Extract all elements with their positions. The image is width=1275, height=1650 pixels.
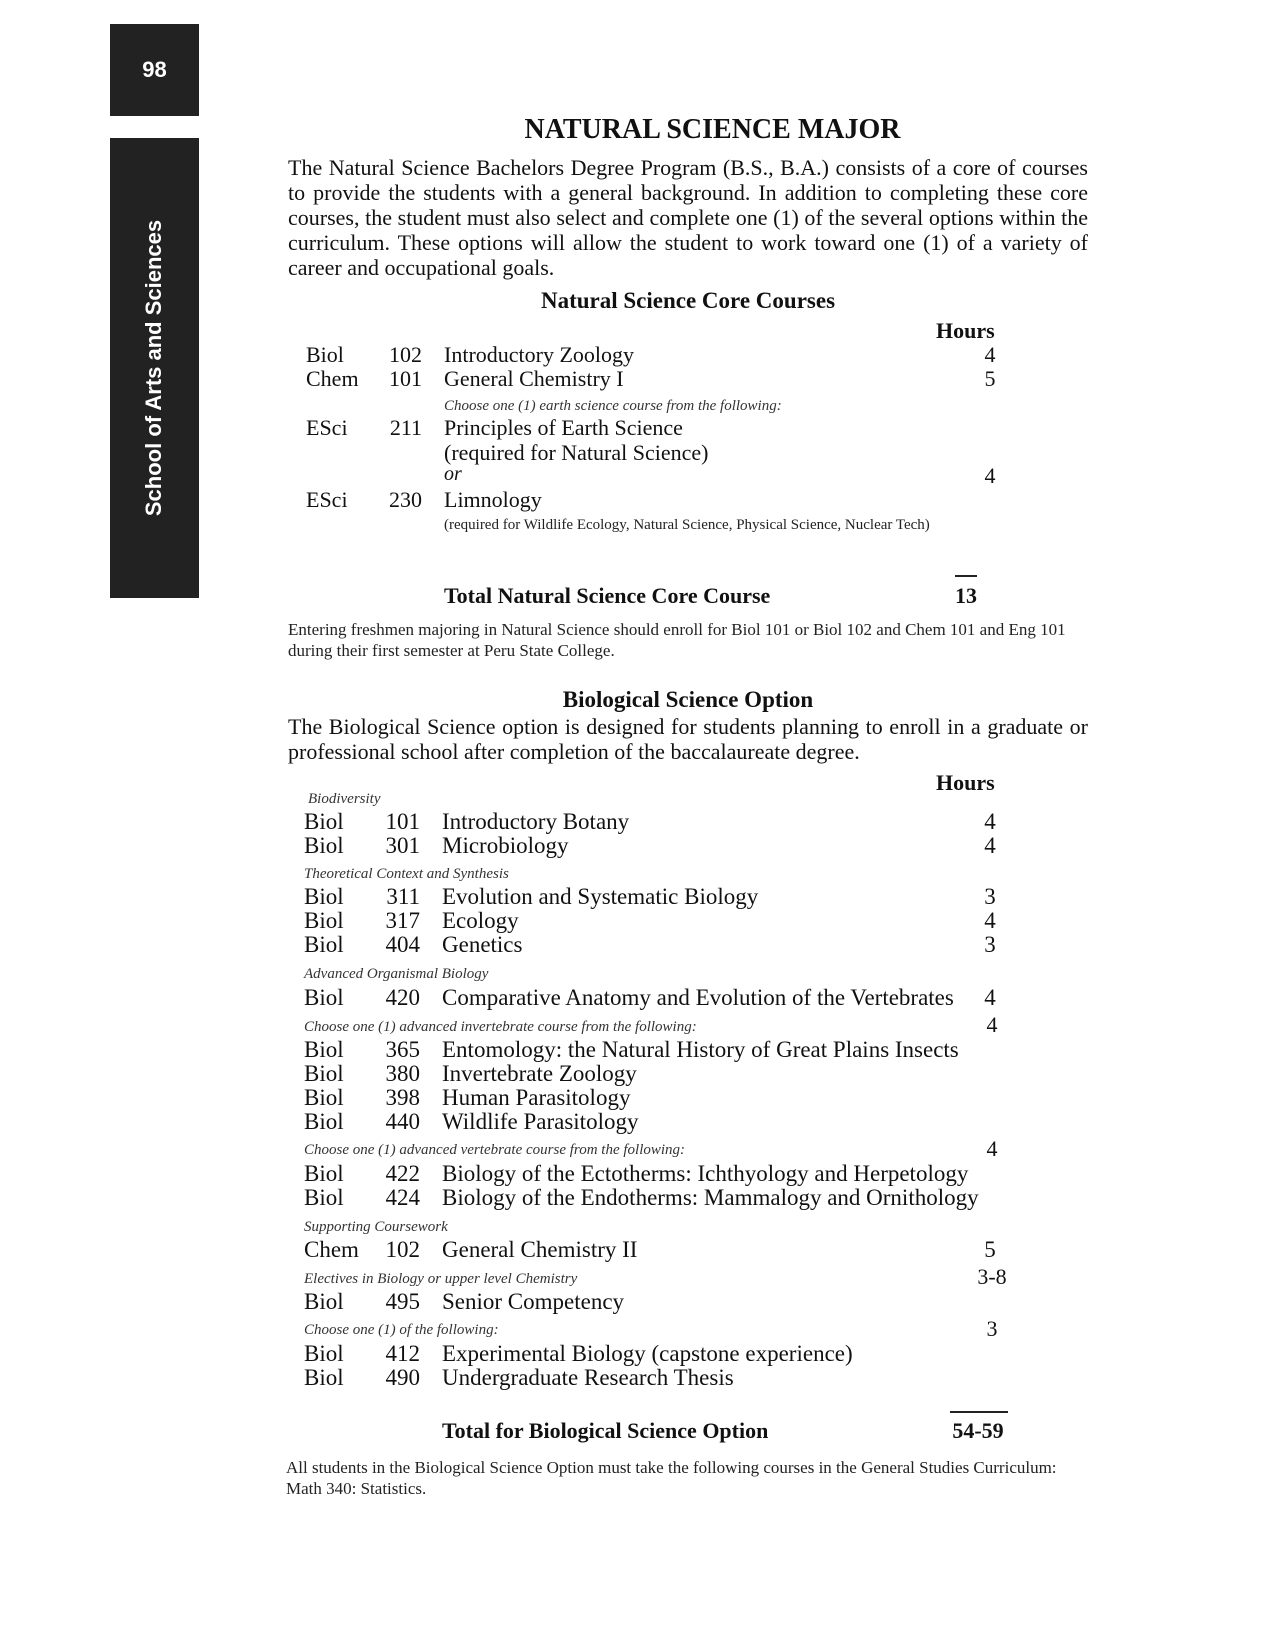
course-number: 424 — [385, 1185, 420, 1210]
course-hours: 5 — [984, 1237, 996, 1262]
table-row — [0, 1185, 1275, 1211]
course-dept: Biol — [304, 833, 344, 858]
course-title: Ecology — [442, 908, 519, 933]
choose-earth-science-note: Choose one (1) earth science course from the following: — [444, 398, 782, 414]
core-footnote: Entering freshmen majoring in Natural Science should enroll for Biol 101 or Biol 102 and Chem 101 and Eng 101 during their first semester at Peru State College. — [288, 620, 1066, 660]
table-row — [0, 1289, 1275, 1315]
course-dept: ESci — [306, 415, 348, 440]
course-title: Entomology: the Natural History of Great Plains Insects — [442, 1037, 959, 1062]
course-number: 211 — [389, 415, 422, 440]
side-tab-label: School of Arts and Sciences — [141, 219, 166, 517]
course-title: Comparative Anatomy and Evolution of the Vertebrates — [442, 985, 954, 1010]
course-title: Biology of the Endotherms: Mammalogy and Ornithology — [442, 1185, 979, 1210]
table-row — [0, 985, 1275, 1011]
course-number: 101 — [385, 809, 420, 834]
group-hours: 3-8 — [977, 1264, 1007, 1289]
course-number: 420 — [385, 985, 420, 1010]
page-number: 98 — [110, 24, 199, 116]
table-row — [0, 908, 1275, 934]
table-row — [0, 932, 1275, 958]
page-title: NATURAL SCIENCE MAJOR — [524, 114, 901, 145]
bio-intro-paragraph: The Biological Science option is designed for students planning to enroll in a graduate or professional school after completion of the baccalaureate degree. — [288, 714, 1088, 764]
course-number: 101 — [389, 366, 422, 391]
course-hours: 4 — [984, 342, 996, 367]
group-hours: 4 — [986, 1012, 998, 1037]
table-row — [0, 1061, 1275, 1087]
table-row — [0, 1037, 1275, 1063]
course-dept: Biol — [304, 1037, 344, 1062]
course-number: 102 — [389, 342, 422, 367]
course-number: 495 — [385, 1289, 420, 1314]
course-number: 380 — [385, 1061, 420, 1086]
group-label-choose-one: Choose one (1) of the following: — [304, 1322, 499, 1338]
group-hours: 4 — [986, 1136, 998, 1161]
group-hours: 3 — [986, 1316, 998, 1341]
course-number: 412 — [385, 1341, 420, 1366]
intro-paragraph: The Natural Science Bachelors Degree Program (B.S., B.A.) consists of a core of courses to provide the students with a general background. In addition to completing these core courses, the student must also select and complete one (1) of the several options within the curriculum. These options will allow the student to work toward one (1) of a variety of career and occupational goals. — [288, 155, 1088, 280]
course-number: 230 — [389, 487, 422, 512]
table-row — [0, 1109, 1275, 1135]
table-row — [0, 884, 1275, 910]
bio-total-label: Total for Biological Science Option — [442, 1418, 769, 1443]
table-row — [0, 833, 1275, 859]
course-subtitle: (required for Natural Science) — [444, 440, 709, 465]
total-rule — [950, 1411, 1008, 1413]
bio-total-value: 54-59 — [952, 1418, 1004, 1443]
course-title: Microbiology — [442, 833, 569, 858]
course-title: Biology of the Ectotherms: Ichthyology and Herpetology — [442, 1161, 969, 1186]
course-dept: Chem — [306, 366, 359, 391]
total-rule — [955, 575, 977, 577]
course-dept: Biol — [304, 932, 344, 957]
bio-hours-header: Hours — [936, 770, 995, 795]
bio-heading: Biological Science Option — [562, 687, 814, 712]
course-dept: Chem — [304, 1237, 359, 1262]
course-hours: 4 — [984, 985, 996, 1010]
course-title: Introductory Zoology — [444, 342, 635, 367]
table-row — [0, 366, 1275, 392]
table-row — [0, 1365, 1275, 1391]
course-hours: 4 — [984, 809, 996, 834]
group-label-theoretical: Theoretical Context and Synthesis — [304, 866, 509, 882]
group-label-biodiversity: Biodiversity — [308, 791, 381, 807]
course-hours: 3 — [984, 932, 996, 957]
course-title: Wildlife Parasitology — [442, 1109, 639, 1134]
table-row — [0, 1085, 1275, 1111]
table-row — [0, 342, 1275, 368]
course-title: General Chemistry II — [442, 1237, 638, 1262]
course-title: General Chemistry I — [444, 366, 624, 391]
course-hours: 4 — [984, 463, 996, 488]
course-dept: Biol — [304, 1365, 344, 1390]
course-number: 365 — [385, 1037, 420, 1062]
course-hours: 5 — [984, 366, 996, 391]
course-number: 102 — [385, 1237, 420, 1262]
limnology-note: (required for Wildlife Ecology, Natural Science, Physical Science, Nuclear Tech) — [444, 517, 930, 533]
course-title: Human Parasitology — [442, 1085, 631, 1110]
course-dept: Biol — [304, 908, 344, 933]
course-dept: Biol — [304, 809, 344, 834]
course-number: 422 — [385, 1161, 420, 1186]
course-dept: Biol — [304, 1085, 344, 1110]
core-heading: Natural Science Core Courses — [540, 288, 836, 313]
course-number: 440 — [385, 1109, 420, 1134]
group-label-electives: Electives in Biology or upper level Chemistry — [304, 1271, 578, 1287]
course-title: Principles of Earth Science — [444, 415, 683, 440]
course-title: Evolution and Systematic Biology — [442, 884, 759, 909]
course-hours: 4 — [984, 908, 996, 933]
course-title: Senior Competency — [442, 1289, 625, 1314]
course-dept: Biol — [304, 884, 344, 909]
table-row — [0, 1341, 1275, 1367]
course-number: 317 — [385, 908, 420, 933]
table-row — [0, 463, 1275, 489]
table-row — [0, 487, 1275, 513]
course-dept: Biol — [304, 1185, 344, 1210]
course-number: 490 — [385, 1365, 420, 1390]
table-row — [0, 809, 1275, 835]
course-title: Invertebrate Zoology — [442, 1061, 637, 1086]
course-number: 311 — [386, 884, 420, 909]
core-total-label: Total Natural Science Core Course — [444, 583, 771, 608]
bio-footnote: All students in the Biological Science Option must take the following courses in the General Studies Curriculum: Math 340: Statistics. — [286, 1458, 1057, 1498]
course-title: Undergraduate Research Thesis — [442, 1365, 734, 1390]
core-hours-header: Hours — [936, 318, 995, 343]
course-dept: Biol — [306, 342, 344, 367]
course-hours: 3 — [984, 884, 996, 909]
course-dept: Biol — [304, 1161, 344, 1186]
core-total-value: 13 — [955, 583, 977, 608]
course-dept: Biol — [304, 1341, 344, 1366]
course-number: 404 — [385, 932, 420, 957]
course-title: Limnology — [444, 487, 542, 512]
course-number: 301 — [385, 833, 420, 858]
table-row — [0, 1161, 1275, 1187]
course-hours: 4 — [984, 833, 996, 858]
course-dept: Biol — [304, 985, 344, 1010]
group-label-supporting: Supporting Coursework — [304, 1219, 448, 1235]
course-title: Experimental Biology (capstone experience) — [442, 1341, 853, 1366]
course-number: 398 — [385, 1085, 420, 1110]
course-dept: Biol — [304, 1061, 344, 1086]
course-dept: Biol — [304, 1289, 344, 1314]
table-row — [0, 1237, 1275, 1263]
table-row — [0, 415, 1275, 441]
or-label: or — [444, 463, 462, 485]
course-dept: Biol — [304, 1109, 344, 1134]
group-label-invertebrate: Choose one (1) advanced invertebrate course from the following: — [304, 1019, 697, 1035]
group-label-vertebrate: Choose one (1) advanced vertebrate course from the following: — [304, 1142, 686, 1158]
course-title: Genetics — [442, 932, 523, 957]
course-title: Introductory Botany — [442, 809, 630, 834]
group-label-organismal: Advanced Organismal Biology — [304, 966, 489, 982]
course-dept: ESci — [306, 487, 348, 512]
